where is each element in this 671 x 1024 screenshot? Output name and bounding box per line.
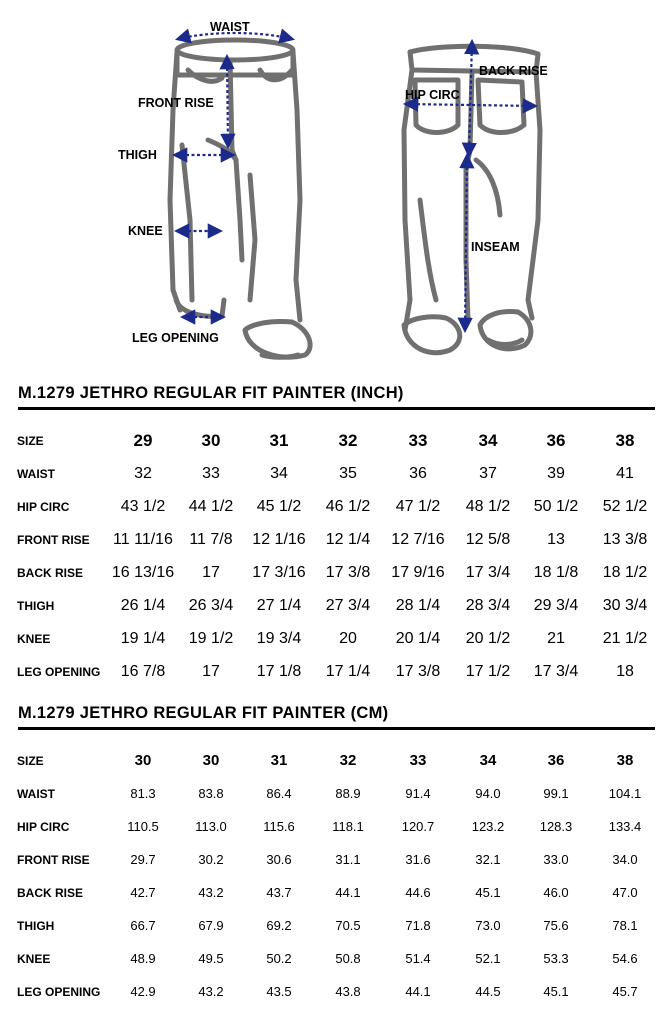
table-cell: 34.0 [612, 852, 638, 867]
table-row [0, 848, 671, 872]
table-cell: 17 3/8 [395, 663, 441, 680]
size-header-cell: 34 [479, 752, 497, 769]
table-cell: 104.1 [608, 786, 642, 801]
table-cell: 43.2 [198, 885, 224, 900]
row-label: WAIST [17, 787, 55, 801]
table-cell: 27 1/4 [256, 597, 302, 614]
table-cell: 30 3/4 [602, 597, 648, 614]
table-cell: 12 7/16 [391, 531, 445, 548]
table-cell: 46.0 [543, 885, 569, 900]
table-cell: 41 [616, 465, 634, 482]
table-cell: 88.9 [335, 786, 361, 801]
table-cell: 49.5 [198, 951, 224, 966]
table-cell: 67.9 [198, 918, 224, 933]
table-cell: 35 [339, 465, 357, 482]
table-cell: 32.1 [475, 852, 501, 867]
table-cell: 16 13/16 [111, 564, 175, 581]
table-cell: 43.5 [266, 984, 292, 999]
table-cell: 27 3/4 [325, 597, 371, 614]
table-cell: 44.6 [405, 885, 431, 900]
table-cell: 37 [479, 465, 497, 482]
size-header-cell: 33 [408, 431, 428, 450]
size-header-label: SIZE [17, 754, 44, 768]
knee-label: KNEE [128, 224, 163, 238]
size-header-row [0, 749, 671, 773]
pants-measurement-diagram [0, 0, 671, 370]
table-cell: 13 [547, 531, 565, 548]
table-cell: 133.4 [608, 819, 642, 834]
table-cell: 48.9 [130, 951, 156, 966]
table-cell: 20 [339, 630, 357, 647]
size-header-row [0, 429, 671, 453]
size-header-cell: 30 [201, 431, 221, 450]
table-cell: 43.2 [198, 984, 224, 999]
table-cell: 11 11/16 [113, 531, 173, 548]
size-header-cell: 31 [270, 752, 288, 769]
table-row [0, 660, 671, 684]
front-pants-illustration [170, 40, 310, 357]
table-cell: 45 1/2 [256, 498, 302, 515]
table-cell: 113.0 [195, 819, 227, 834]
table-cell: 81.3 [130, 786, 156, 801]
table-cell: 26 3/4 [188, 597, 234, 614]
table-cell: 91.4 [405, 786, 431, 801]
waist-label: WAIST [210, 20, 250, 34]
table-cell: 53.3 [543, 951, 569, 966]
table-cell: 83.8 [198, 786, 224, 801]
size-header-cell: 32 [339, 752, 357, 769]
cm-table-title: M.1279 JETHRO REGULAR FIT PAINTER (CM) [18, 704, 389, 722]
row-label: KNEE [17, 632, 51, 646]
table-row [0, 980, 671, 1004]
table-cell: 39 [547, 465, 565, 482]
row-label: BACK RISE [17, 566, 84, 580]
table-cell: 17 1/2 [465, 663, 511, 680]
size-header-cell: 29 [133, 431, 153, 450]
table-cell: 29.7 [130, 852, 156, 867]
table-cell: 19 3/4 [256, 630, 302, 647]
size-header-cell: 36 [547, 752, 565, 769]
size-header-cell: 32 [338, 431, 358, 450]
table-cell: 28 3/4 [465, 597, 511, 614]
table-cell: 43 1/2 [120, 498, 166, 515]
table-cell: 19 1/2 [188, 630, 234, 647]
table-cell: 12 1/16 [252, 531, 306, 548]
table-cell: 17 [202, 564, 220, 581]
table-row [0, 627, 671, 651]
row-label: FRONT RISE [17, 533, 90, 547]
table-cell: 32 [134, 465, 152, 482]
inseam-label: INSEAM [471, 240, 520, 254]
inch-table-title: M.1279 JETHRO REGULAR FIT PAINTER (INCH) [18, 384, 404, 402]
table-cell: 33 [202, 465, 220, 482]
hip-circ-label: HIP CIRC [405, 88, 460, 102]
row-label: HIP CIRC [17, 500, 70, 514]
table-cell: 26 1/4 [120, 597, 166, 614]
table-cell: 21 [547, 630, 565, 647]
table-cell: 30.2 [198, 852, 224, 867]
size-header-cell: 38 [616, 752, 634, 769]
row-label: FRONT RISE [17, 853, 90, 867]
table-cell: 33.0 [543, 852, 569, 867]
table-cell: 18 [616, 663, 634, 680]
table-cell: 17 3/8 [325, 564, 371, 581]
row-label: HIP CIRC [17, 820, 70, 834]
table-cell: 44 1/2 [188, 498, 234, 515]
front-rise-arrow [227, 57, 228, 146]
leg-opening-label: LEG OPENING [132, 331, 219, 345]
table-cell: 50.2 [266, 951, 292, 966]
table-cell: 17 1/8 [256, 663, 302, 680]
table-cell: 45.7 [612, 984, 638, 999]
table-cell: 12 1/4 [325, 531, 371, 548]
size-header-cell: 36 [546, 431, 566, 450]
table-row [0, 561, 671, 585]
table-cell: 21 1/2 [602, 630, 648, 647]
table-cell: 86.4 [266, 786, 292, 801]
row-label: LEG OPENING [17, 985, 101, 999]
table-cell: 28 1/4 [395, 597, 441, 614]
table-cell: 18 1/8 [533, 564, 579, 581]
table-cell: 45.1 [543, 984, 569, 999]
size-header-cell: 38 [615, 431, 635, 450]
table-cell: 52.1 [475, 951, 501, 966]
table-row [0, 815, 671, 839]
table-cell: 128.3 [539, 819, 573, 834]
table-cell: 54.6 [612, 951, 638, 966]
table-cell: 31.1 [335, 852, 361, 867]
table-cell: 45.1 [475, 885, 501, 900]
table-cell: 115.6 [263, 819, 295, 834]
table-cell: 44.1 [405, 984, 431, 999]
table-cell: 50 1/2 [533, 498, 579, 515]
table-cell: 94.0 [475, 786, 501, 801]
table-cell: 46 1/2 [325, 498, 371, 515]
row-label: LEG OPENING [17, 665, 101, 679]
table-cell: 42.7 [130, 885, 156, 900]
table-cell: 73.0 [475, 918, 501, 933]
table-cell: 18 1/2 [602, 564, 648, 581]
row-label: BACK RISE [17, 886, 84, 900]
table-cell: 48 1/2 [465, 498, 511, 515]
row-label: THIGH [17, 919, 55, 933]
table-cell: 43.8 [335, 984, 361, 999]
table-cell: 13 3/8 [602, 531, 648, 548]
table-cell: 70.5 [335, 918, 361, 933]
table-cell: 78.1 [612, 918, 638, 933]
table-row [0, 528, 671, 552]
size-header-cell: 34 [478, 431, 498, 450]
row-label: KNEE [17, 952, 51, 966]
table-cell: 20 1/2 [465, 630, 511, 647]
cm-table-divider [18, 727, 655, 730]
table-cell: 69.2 [266, 918, 292, 933]
table-cell: 52 1/2 [602, 498, 648, 515]
table-cell: 17 3/4 [533, 663, 579, 680]
table-cell: 44.5 [475, 984, 501, 999]
thigh-label: THIGH [118, 148, 157, 162]
inch-table-divider [18, 407, 655, 410]
size-header-label: SIZE [17, 434, 44, 448]
front-rise-label: FRONT RISE [138, 96, 214, 110]
back-rise-label: BACK RISE [479, 64, 548, 78]
table-cell: 51.4 [405, 951, 431, 966]
table-cell: 20 1/4 [395, 630, 441, 647]
table-row [0, 782, 671, 806]
table-cell: 19 1/4 [120, 630, 166, 647]
table-cell: 75.6 [543, 918, 569, 933]
table-row [0, 914, 671, 938]
table-cell: 123.2 [471, 819, 505, 834]
table-cell: 71.8 [405, 918, 431, 933]
size-header-cell: 30 [202, 752, 220, 769]
table-cell: 12 5/8 [465, 531, 511, 548]
size-header-cell: 30 [134, 752, 152, 769]
table-cell: 50.8 [335, 951, 361, 966]
table-cell: 30.6 [266, 852, 292, 867]
table-cell: 47.0 [612, 885, 638, 900]
table-cell: 118.1 [332, 819, 364, 834]
table-row [0, 495, 671, 519]
table-cell: 17 1/4 [325, 663, 371, 680]
table-cell: 110.5 [127, 819, 159, 834]
table-row [0, 947, 671, 971]
table-cell: 17 [202, 663, 220, 680]
table-cell: 17 3/4 [465, 564, 511, 581]
table-cell: 47 1/2 [395, 498, 441, 515]
table-cell: 17 9/16 [391, 564, 445, 581]
size-header-cell: 33 [409, 752, 427, 769]
table-cell: 99.1 [543, 786, 569, 801]
table-cell: 66.7 [130, 918, 156, 933]
table-cell: 44.1 [335, 885, 361, 900]
table-cell: 29 3/4 [533, 597, 579, 614]
row-label: WAIST [17, 467, 55, 481]
table-cell: 17 3/16 [252, 564, 306, 581]
table-row [0, 462, 671, 486]
table-cell: 120.7 [401, 819, 435, 834]
table-cell: 16 7/8 [120, 663, 166, 680]
row-label: THIGH [17, 599, 55, 613]
table-cell: 43.7 [266, 885, 292, 900]
table-cell: 36 [409, 465, 427, 482]
table-cell: 11 7/8 [189, 531, 233, 548]
table-cell: 31.6 [405, 852, 431, 867]
table-cell: 34 [270, 465, 288, 482]
size-header-cell: 31 [269, 431, 289, 450]
table-row [0, 881, 671, 905]
table-cell: 42.9 [130, 984, 156, 999]
table-row [0, 594, 671, 618]
